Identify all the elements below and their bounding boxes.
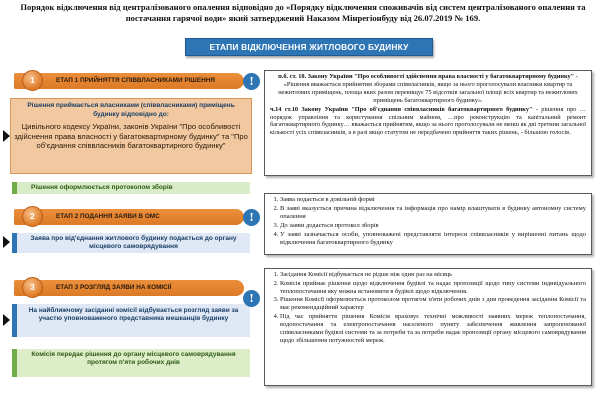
- stage-2-requirements-note: [264, 193, 592, 255]
- stage-2-requirement: 4. У заяві зазначається особи, уповноважені представляти інтереси співвласників у вирішенні питань щодо відключення багатоквартирного будинку: [280, 231, 586, 248]
- stage-3-rule: 3. Рішення Комісії оформлюється протоколом протягом п'яти робочих днів з дня проведення засідання Комісії та має рекомендаційний характер: [280, 296, 586, 312]
- stages-banner: ЕТАПИ ВІДКЛЮЧЕННЯ ЖИТЛОВОГО БУДИНКУ: [185, 38, 433, 56]
- stage-3-rule: 2. Комісія приймає рішення щодо відключення будівлі та надає пропозиції щодо типу системи індивідуального теплопостачання яку можна встановити в будівлі щодо відключення.: [280, 280, 586, 296]
- stage-3-rule: 1. Засідання Комісії відбувається не рідше ніж один раз на місяць: [280, 271, 586, 279]
- stage-2-number-badge: 2: [22, 206, 43, 227]
- stage-2-caret-icon: [3, 236, 10, 248]
- stage-2-label: ЕТАП 2 ПОДАННЯ ЗАЯВИ В ОМС: [56, 213, 160, 220]
- stage-3-label: ЕТАП 3 РОЗГЛЯД ЗАЯВИ НА КОМІСІЇ: [56, 284, 172, 291]
- stage-2-label-bar: [14, 209, 244, 225]
- stage-1-label-bar: [14, 73, 244, 89]
- stage-1-law-ref-1: п.б. ст. 10. Закону України "Про особливості здійснення права власності у багатоквартирному будинку": [278, 73, 575, 80]
- stage-2-result: Заява про від'єднання житлового будинку подається до органу місцевого самоврядування: [12, 233, 250, 253]
- stage-1-label: ЕТАП 1 ПРИЙНЯТТЯ СПІВВЛАСНИКАМИ РІШЕННЯ: [56, 77, 215, 84]
- stage-1-caret-icon: [3, 130, 10, 142]
- stage-1-decision-box: [10, 98, 252, 174]
- stage-3-review-box: На найближчому засіданні комісії відбувається розгляд заяви за участю уповноваженого представника мешканців будинку: [12, 304, 250, 337]
- stage-1-law-ref-2: ч.14 ст.10 Закону України "Про об'єднання співвласників багатоквартирного будинку": [270, 105, 533, 113]
- stage-1-law-text-2: - рішення про … порядок управління та користування спільним майном, …про реконструкцію та капітальний ремонт багатоквартирного будинку… вважається прийнятим, якщо за нього проголосували не менш як дві третини загальної кількості усіх співвласників, а в разі якщо статутом не передбачено прийняття таких рішень, - більшою голосів.: [270, 105, 586, 137]
- stage-1-law-text-1: - «Рішення вважається прийнятим зборами співвласників, якщо за нього проголосували власники квартир та нежитлових приміщень, площа яких разом перевищує 75 відсотків загальної площі всіх квартир та нежитлових приміщень багатоквартирного будинку».: [278, 73, 578, 104]
- stage-2-requirement: 2. В заяві вказується причина відключення та інформація про намір влаштувати в будинку автономну систему опалення: [280, 205, 586, 222]
- stage-3-rule: 4. Під час прийняття рішення Комісія враховує технічні можливості наявних мереж теплопостачання, водопостачання та електропостачання населеного пункту забезпечення живлення запропонованої співвласниками будівлі системи та за потреби та за потреби надає пропозиції органу місцевого самоврядування щодо збільшення потужностей мереж.: [280, 313, 586, 345]
- info-icon: !: [243, 73, 260, 90]
- stage-1-decision-text: Цивільного кодексу України, законів України "Про особливості здійснення права власності у багатоквартирному будинку" та "Про об'єднання співвласників багатоквартирного будинку": [14, 122, 248, 151]
- info-icon: !: [243, 290, 260, 307]
- stage-1-result: Рішення оформлюється протоколом зборів: [12, 182, 250, 194]
- stage-1-legal-note: [264, 70, 592, 176]
- stage-2-requirement: 3. До заяви додається протокол зборів: [280, 222, 586, 230]
- stage-3-commission-note: [264, 268, 592, 386]
- info-icon: !: [243, 209, 260, 226]
- stage-3-caret-icon: [3, 314, 10, 326]
- stage-3-number-badge: 3: [22, 277, 43, 298]
- stage-3-label-bar: [14, 280, 244, 296]
- stage-1-number-badge: 1: [22, 70, 43, 91]
- stage-1-decision-heading: Рішення приймається власниками (співвласниками) приміщень будинку відповідно до:: [27, 102, 235, 118]
- stage-2-requirement: 1. Заява подається в довільній формі: [280, 196, 586, 204]
- stage-3-result: Комісія передає рішення до органу місцевого самоврядування протягом п'яти робочих днів: [12, 349, 250, 377]
- document-title: Порядок відключення від централізованого опалення відповідно до «Порядку відключення споживачів від систем централізованого опалення та постачання гарячої води» який затверджений Наказом Мінрегіонбуду від 26.07.2019 № 169.: [20, 2, 586, 23]
